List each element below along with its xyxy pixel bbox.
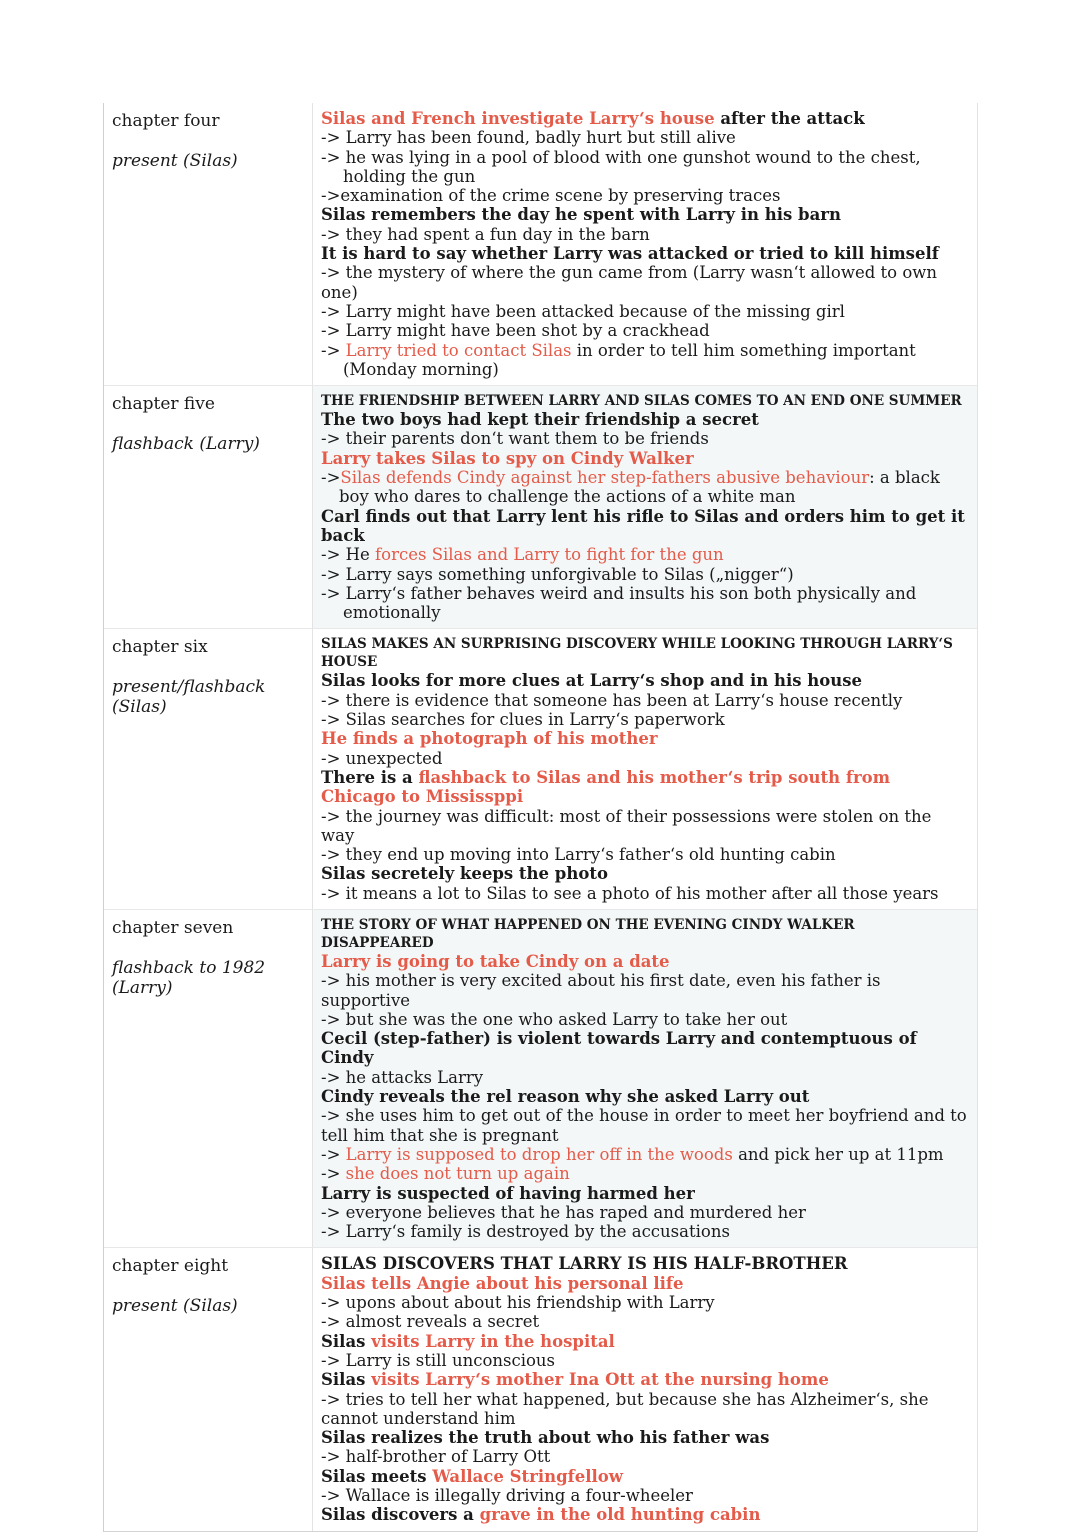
summary-line	[321, 410, 967, 429]
summary-line	[321, 1505, 967, 1524]
summary-text: Cecil (step-father) is violent towards Larry and contemptuous of Cindy	[321, 1029, 917, 1068]
summary-line	[321, 565, 967, 584]
summary-text: -> he attacks Larry	[321, 1067, 484, 1087]
summary-line	[321, 1029, 967, 1068]
summary-text: and pick her up at 11pm	[732, 1144, 944, 1164]
summary-table	[103, 103, 978, 1532]
summary-text: -> upons about about his friendship with Larry	[321, 1293, 715, 1313]
summary-line	[321, 691, 967, 710]
chapter-timeframe: flashback to 1982 (Larry)	[112, 957, 266, 998]
summary-text: ->	[321, 1144, 346, 1164]
summary-line	[321, 1203, 967, 1222]
summary-line	[321, 845, 967, 864]
summary-text: : a black boy who dares to challenge the actions of a white man	[339, 468, 940, 507]
chapter-title: chapter six	[112, 637, 208, 658]
highlighted-text: Larry takes Silas to spy on Cindy Walker	[321, 448, 694, 468]
highlighted-text: Larry is supposed to drop her off in the woods	[345, 1144, 733, 1164]
summary-text: -> Larry has been found, badly hurt but still alive	[321, 128, 736, 148]
summary-line	[321, 884, 967, 903]
summary-text: Carl finds out that Larry lent his rifle to Silas and orders him to get it back	[321, 506, 965, 545]
chapter-cell	[104, 910, 313, 1247]
summary-text: -> she uses him to get out of the house in order to meet her boyfriend and to tell him that she is pregnant	[321, 1106, 967, 1145]
summary-line	[321, 1332, 967, 1351]
summary-line	[321, 225, 967, 244]
summary-text: -> Silas searches for clues in Larry‘s paperwork	[321, 710, 725, 730]
summary-text: The two boys had kept their friendship a secret	[321, 410, 759, 430]
summary-text: Silas discovers a	[321, 1505, 480, 1525]
summary-text: ->	[321, 1164, 346, 1184]
chapter-row	[104, 103, 977, 386]
chapter-title: chapter four	[112, 111, 220, 131]
summary-text: -> everyone believes that he has raped and murdered her	[321, 1202, 806, 1222]
summary-text: Silas	[321, 1370, 372, 1390]
highlighted-text: Silas defends Cindy against her step-fathers abusive behaviour	[340, 468, 870, 488]
summary-line	[321, 584, 967, 623]
summary-text: -> Larry might have been attacked because of the missing girl	[321, 301, 845, 321]
summary-line	[321, 449, 967, 468]
chapter-title: chapter seven	[112, 917, 234, 938]
summary-line	[321, 1312, 967, 1331]
chapter-row	[104, 910, 977, 1248]
summary-text: -> they had spent a fun day in the barn	[321, 224, 650, 244]
summary-cell	[313, 103, 977, 385]
summary-line	[321, 1370, 967, 1389]
highlighted-text: forces Silas and Larry to fight for the gun	[375, 545, 724, 565]
summary-text: There is a	[321, 767, 419, 787]
summary-text: -> Wallace is illegally driving a four-wheeler	[321, 1486, 693, 1505]
chapter-cell	[104, 386, 313, 628]
summary-line	[321, 768, 967, 807]
summary-line	[321, 244, 967, 263]
summary-text: ->	[321, 340, 346, 360]
summary-line	[321, 1274, 967, 1293]
highlighted-text: she does not turn up again	[345, 1164, 570, 1184]
summary-text: Silas	[321, 1331, 372, 1351]
chapter-timeframe: present/flashback (Silas)	[112, 677, 266, 718]
summary-line	[321, 263, 967, 302]
summary-text: after the attack	[714, 109, 865, 128]
summary-text: It is hard to say whether Larry was attacked or tried to kill himself	[321, 244, 939, 264]
summary-line	[321, 321, 967, 340]
summary-cell	[313, 910, 977, 1247]
summary-text: THE STORY OF WHAT HAPPENED ON THE EVENING CINDY WALKER DISAPPEARED	[321, 916, 855, 951]
summary-text: -> tries to tell her what happened, but because she has Alzheimer‘s, she cannot understand him	[321, 1389, 929, 1428]
summary-line	[321, 109, 967, 128]
summary-cell	[313, 386, 977, 628]
summary-text: -> but she was the one who asked Larry to take her out	[321, 1009, 788, 1029]
summary-text: -> the journey was difficult: most of their possessions were stolen on the way	[321, 806, 932, 845]
summary-line	[321, 128, 967, 147]
chapter-row	[104, 629, 977, 910]
summary-text: -> their parents don‘t want them to be friends	[321, 429, 709, 449]
summary-text: ->	[321, 468, 341, 488]
summary-text: -> Larry is still unconscious	[321, 1350, 556, 1370]
summary-text: -> he was lying in a pool of blood with one gunshot wound to the chest, holding the gun	[321, 147, 921, 186]
chapter-title: chapter five	[112, 394, 215, 415]
summary-line	[321, 507, 967, 546]
summary-line	[321, 302, 967, 321]
summary-cell	[313, 1248, 977, 1530]
summary-text: Silas meets	[321, 1466, 433, 1486]
highlighted-text: Silas tells Angie about his personal life	[321, 1273, 684, 1293]
chapter-timeframe: flashback (Larry)	[112, 434, 260, 455]
summary-text: -> his mother is very excited about his first date, even his father is supportive	[321, 971, 881, 1010]
summary-line	[321, 205, 967, 224]
chapter-cell	[104, 629, 313, 909]
summary-text: -> unexpected	[321, 748, 443, 768]
summary-text: -> it means a lot to Silas to see a photo of his mother after all those years	[321, 883, 939, 903]
summary-text: SILAS DISCOVERS THAT LARRY IS HIS HALF-BROTHER	[321, 1254, 848, 1274]
summary-line	[321, 1351, 967, 1370]
summary-cell	[313, 629, 977, 909]
chapter-cell	[104, 1248, 313, 1530]
summary-line	[321, 1467, 967, 1486]
summary-text: in order to tell him something important (Monday morning)	[343, 340, 916, 379]
summary-line	[321, 341, 967, 380]
summary-text: -> Larry‘s family is destroyed by the accusations	[321, 1222, 730, 1242]
summary-line	[321, 1164, 967, 1183]
highlighted-text: visits Larry‘s mother Ina Ott at the nursing home	[371, 1370, 829, 1390]
summary-line	[321, 1010, 967, 1029]
summary-text: Cindy reveals the rel reason why she asked Larry out	[321, 1087, 810, 1107]
highlighted-text: Wallace Stringfellow	[432, 1466, 623, 1486]
chapter-row	[104, 386, 977, 629]
summary-text: -> Larry might have been shot by a crackhead	[321, 321, 710, 341]
summary-line	[321, 1087, 967, 1106]
summary-line	[321, 1486, 967, 1505]
summary-line	[321, 468, 967, 507]
highlighted-text: Silas and French investigate Larry‘s house	[321, 109, 715, 128]
summary-line	[321, 710, 967, 729]
chapter-title: chapter eight	[112, 1256, 229, 1277]
summary-line	[321, 1428, 967, 1447]
summary-line	[321, 971, 967, 1010]
summary-line	[321, 1447, 967, 1466]
summary-line	[321, 1222, 967, 1241]
summary-line	[321, 1184, 967, 1203]
summary-line	[321, 864, 967, 883]
summary-line	[321, 1106, 967, 1145]
highlighted-text: He finds a photograph of his mother	[321, 729, 658, 749]
summary-text: -> Larry says something unforgivable to Silas („nigger“)	[321, 564, 794, 584]
summary-text: -> the mystery of where the gun came from (Larry wasn‘t allowed to own one)	[321, 263, 938, 302]
summary-text: ->examination of the crime scene by preserving traces	[321, 186, 781, 206]
highlighted-text: flashback to Silas and his mother‘s trip south from Chicago to Mississppi	[321, 767, 891, 807]
summary-text: Silas realizes the truth about who his father was	[321, 1428, 770, 1448]
summary-line	[321, 952, 967, 971]
chapter-timeframe: present (Silas)	[112, 151, 238, 171]
summary-text: THE FRIENDSHIP BETWEEN LARRY AND SILAS COMES TO AN END ONE SUMMER	[321, 393, 962, 410]
summary-text: Silas remembers the day he spent with Larry in his barn	[321, 205, 841, 225]
summary-line	[321, 1293, 967, 1312]
summary-line	[321, 807, 967, 846]
summary-line	[321, 392, 967, 410]
summary-line	[321, 429, 967, 448]
highlighted-text: grave in the old hunting cabin	[479, 1505, 761, 1525]
summary-text: SILAS MAKES AN SURPRISING DISCOVERY WHILE LOOKING THROUGH LARRY‘S HOUSE	[321, 636, 953, 671]
summary-line	[321, 749, 967, 768]
summary-line	[321, 148, 967, 187]
summary-line	[321, 635, 967, 671]
summary-text: -> half-brother of Larry Ott	[321, 1447, 551, 1467]
chapter-timeframe: present (Silas)	[112, 1296, 238, 1317]
summary-line	[321, 545, 967, 564]
summary-line	[321, 916, 967, 952]
summary-text: Silas secretely keeps the photo	[321, 864, 608, 884]
summary-text: Silas looks for more clues at Larry‘s shop and in his house	[321, 671, 863, 691]
summary-text: -> Larry‘s father behaves weird and insults his son both physically and emotionally	[321, 583, 917, 623]
summary-line	[321, 1145, 967, 1164]
summary-text: -> they end up moving into Larry‘s father‘s old hunting cabin	[321, 845, 836, 865]
summary-line	[321, 1254, 967, 1273]
highlighted-text: visits Larry in the hospital	[371, 1331, 615, 1351]
summary-text: -> almost reveals a secret	[321, 1312, 540, 1332]
highlighted-text: Larry tried to contact Silas	[345, 340, 572, 360]
summary-line	[321, 729, 967, 748]
summary-line	[321, 1068, 967, 1087]
summary-text: Larry is suspected of having harmed her	[321, 1183, 695, 1203]
chapter-cell	[104, 103, 313, 385]
summary-line	[321, 186, 967, 205]
summary-line	[321, 1390, 967, 1429]
summary-text: -> there is evidence that someone has been at Larry‘s house recently	[321, 690, 903, 710]
summary-text: -> He	[321, 545, 376, 565]
chapter-row	[104, 1248, 977, 1531]
summary-line	[321, 671, 967, 690]
highlighted-text: Larry is going to take Cindy on a date	[321, 951, 670, 971]
